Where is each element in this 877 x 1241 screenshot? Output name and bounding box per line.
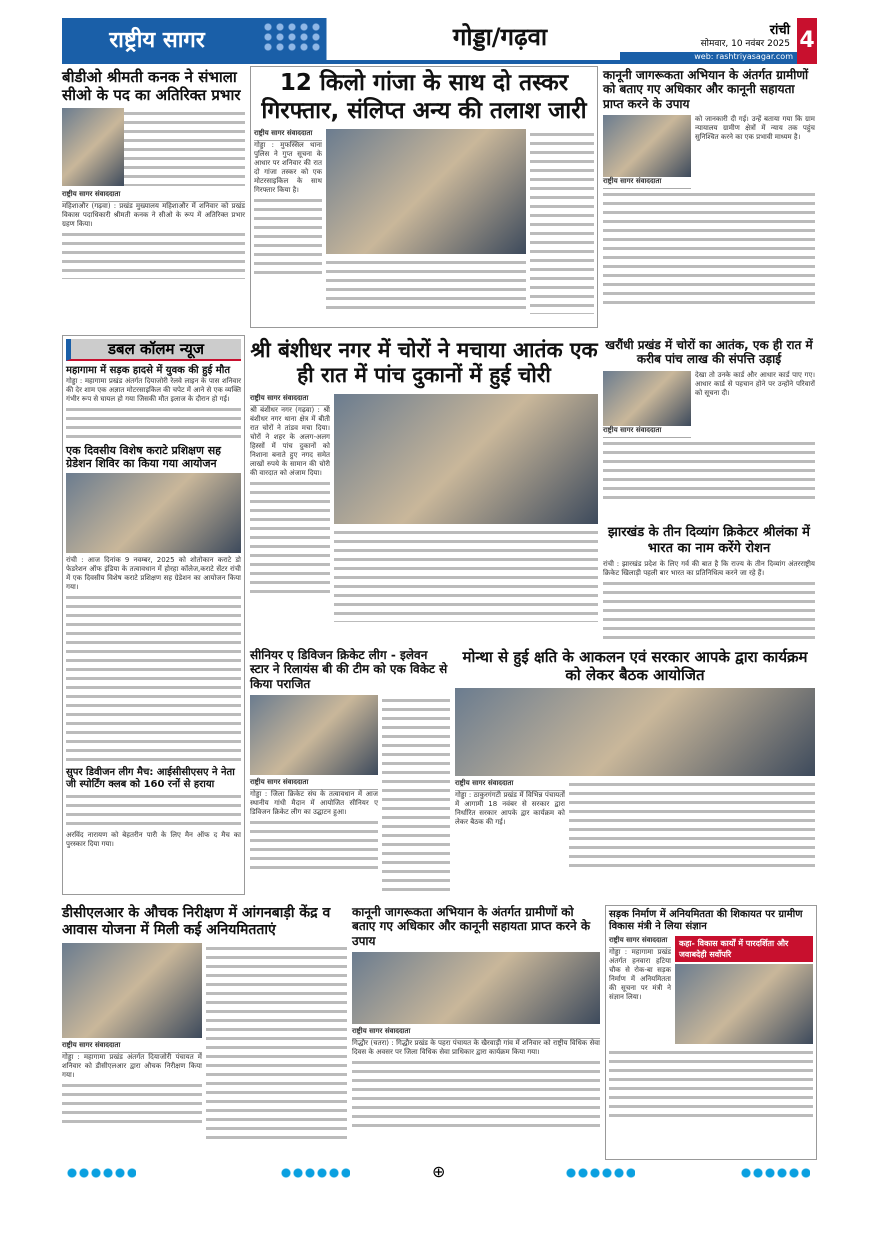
article-body: गोड्डा : महागामा प्रखंड अंतर्गत दियाजोरी रेलवे लाइन के पास शनिवार की देर शाम एक अज्ञात मोटरसाइकिल की चपेट में आने से एक व्यक्ति गंभीर रूप से घायल हो गया जिसकी मौत इलाज के दौरान हो गई। bbox=[66, 377, 241, 403]
edition-city: रांची bbox=[769, 23, 790, 38]
newspaper-logo: राष्ट्रीय सागर bbox=[109, 28, 205, 53]
article-kharaundhi-theft bbox=[603, 338, 815, 503]
article-body: गोड्डा : जिला क्रिकेट संघ के तत्वावधान में आज स्थानीय गांधी मैदान में आयोजित सीनियर ए डिविजन क्रिकेट लीग का उद्घाटन हुआ। bbox=[250, 790, 378, 817]
registration-dots bbox=[565, 1168, 635, 1178]
article-body: अरविंद नारायण को बेहतरीन पारी के लिए मैन ऑफ द मैच का पुरस्कार दिया गया। bbox=[66, 831, 241, 849]
registration-dots bbox=[66, 1168, 136, 1178]
article-photo bbox=[603, 115, 691, 177]
article-body: महिशाऔर (गढ़वा) : प्रखंड मुख्यालय महिशाऔर में शनिवार को प्रखंड विकास पदाधिकारी श्रीमती कनक ने सीओ के रूप में अतिरिक्त प्रभार ग्रहण किया। bbox=[62, 202, 245, 228]
headline: कानूनी जागरूकता अभियान के अंतर्गत ग्रामीणों को बताए गए अधिकार और कानूनी सहायता प्राप्त करने के उपाय bbox=[603, 68, 809, 111]
headline: झारखंड के तीन दिव्यांग क्रिकेटर श्रीलंका में भारत का नाम करेंगे रोशन bbox=[608, 525, 810, 556]
article-bdo-charge bbox=[62, 68, 245, 279]
article-body: रांची : आज दिनांक 9 नवम्बर, 2025 को शोतोकान कराटे डो फेडरेशन ऑफ इंडिया के तत्वावधान में होरहा कॉलेज,कराटे सेंटर रांची में एक दिवसीय विशेष कराटे प्रशिक्षण सह ग्रेडेशन का आयोजन किया गया। bbox=[66, 556, 241, 592]
page-number: 4 bbox=[797, 18, 817, 64]
article-body: रांची : झारखंड प्रदेश के लिए गर्व की बात है कि राज्य के तीन दिव्यांग अंतरराष्ट्रीय क्रिकेट खिलाड़ी पहली बार भारत का प्रतिनिधित्व करने जा रहे हैं। bbox=[603, 560, 815, 578]
registration-dots bbox=[280, 1168, 350, 1178]
awareness-photo bbox=[352, 952, 600, 1024]
headline: डीसीएलआर के औचक निरीक्षण में आंगनबाड़ी केंद्र व आवास योजना में मिली कई अनियमितताएं bbox=[62, 905, 331, 938]
headline: सड़क निर्माण में अनियमितता की शिकायत पर ग्रामीण विकास मंत्री ने लिया संज्ञान bbox=[609, 909, 803, 932]
meeting-photo bbox=[455, 688, 815, 776]
registration-dots bbox=[740, 1168, 810, 1178]
police-photo bbox=[326, 129, 526, 254]
headline: खरौंधी प्रखंड में चोरों का आतंक, एक ही रात में करीब पांच लाख की संपत्ति उड़ाई bbox=[605, 338, 813, 367]
byline: राष्ट्रीय सागर संवाददाता bbox=[250, 394, 330, 406]
byline: राष्ट्रीय सागर संवाददाता bbox=[250, 778, 378, 790]
subheadline: कहा- विकास कार्यों में पारदर्शिता और जवाबदेही सर्वोपरि bbox=[675, 936, 813, 962]
article-cricketers-srilanka bbox=[603, 525, 815, 643]
article-body: गिद्धौर (चतरा) : गिद्धौर प्रखंड के पहरा पंचायत के खैरवाड़ी गांव में शनिवार को राष्ट्रीय विधिक सेवा दिवस के अवसर पर जिला विधिक सेवा प्राधिकार द्वारा कार्यक्रम किया गया। bbox=[352, 1039, 600, 1057]
article-ganja-arrest bbox=[250, 66, 598, 328]
article-legal-awareness-2 bbox=[352, 905, 600, 1127]
section-label: डबल कॉलम न्यूज bbox=[66, 339, 241, 361]
byline: राष्ट्रीय सागर संवाददाता bbox=[254, 129, 322, 141]
headline: एक दिवसीय विशेष कराटे प्रशिक्षण सह ग्रेडेशन शिविर का किया गया आयोजन bbox=[66, 444, 221, 471]
edition-date: सोमवार, 10 नवंबर 2025 bbox=[700, 39, 790, 49]
article-photo bbox=[62, 108, 124, 186]
headline: मोन्था से हुई क्षति के आकलन एवं सरकार आपके द्वारा कार्यक्रम को लेकर बैठक आयोजित bbox=[462, 648, 808, 684]
headline: महागामा में सड़क हादसे में युवक की हुई मौत bbox=[66, 365, 231, 376]
article-shop-theft bbox=[250, 338, 598, 640]
minister-photo bbox=[675, 964, 813, 1044]
section-title: गोड्डा/गढ़वा bbox=[452, 23, 548, 51]
article-montha-meeting bbox=[455, 648, 815, 895]
article-road-construction bbox=[605, 905, 817, 1160]
article-body: देखा तो उनके कार्ड और आधार कार्ड पाए गए। आधार कार्ड से पहचान होने पर उन्होंने परिवारों को सूचना दी। bbox=[695, 370, 815, 397]
byline: राष्ट्रीय सागर संवाददाता bbox=[352, 1027, 600, 1039]
article-body: श्री बंशीधर नगर (गढ़वा) : श्री बंशीधर नगर थाना क्षेत्र में बीती रात चोरों ने तांडव मचा दिया। चोरों ने शहर के अलग-अलग हिस्सों में पांच दुकानों को निशाना बनाते हुए नगद समेत लाखों रुपये के सामान की चोरी की वारदात को अंजाम दिया। bbox=[250, 406, 330, 478]
article-legal-awareness-1 bbox=[603, 68, 815, 309]
article-dclr-inspection bbox=[62, 905, 347, 1143]
headline: कानूनी जागरूकता अभियान के अंतर्गत ग्रामीणों को बताए गए अधिकार और कानूनी सहायता प्राप्त करने के उपाय bbox=[352, 905, 591, 948]
crosshair-icon: ⊕ bbox=[432, 1162, 446, 1181]
inspection-photo bbox=[62, 943, 202, 1038]
article-body: गोड्डा : ठाकुरगंगटी प्रखंड में विभिन्न पंचायतों में आगामी 18 नवंबर से सरकार द्वारा निर्धारित सरकार आपके द्वार कार्यक्रम को लेकर बैठक की गई। bbox=[455, 791, 565, 826]
article-body: को जानकारी दी गई। उन्हें बताया गया कि ग्राम न्यायालय ग्रामीण क्षेत्रों में न्याय तक पहुंच सुनिश्चित करने का एक प्रभावी माध्यम है। bbox=[695, 115, 815, 142]
shop-photo bbox=[334, 394, 598, 524]
article-photo bbox=[603, 371, 691, 426]
article-body: गोड्डा : मुफस्सिल थाना पुलिस ने गुप्त सूचना के आधार पर शनिवार की रात दो गांजा तस्कर को एक मोटरसाइकिल के साथ गिरफ्तार किया है। bbox=[254, 141, 322, 195]
headline: 12 किलो गांजा के साथ दो तस्कर गिरफ्तार, संलिप्त अन्य की तलाश जारी bbox=[261, 70, 587, 124]
byline: राष्ट्रीय सागर संवाददाता bbox=[609, 936, 671, 948]
byline: राष्ट्रीय सागर संवाददाता bbox=[62, 1041, 202, 1053]
decorative-dots bbox=[262, 22, 322, 52]
byline: राष्ट्रीय सागर संवाददाता bbox=[603, 177, 691, 189]
byline: राष्ट्रीय सागर संवाददाता bbox=[455, 779, 565, 791]
headline: सीनियर ए डिविजन क्रिकेट लीग - इलेवन स्टार ने रिलायंस बी की टीम को एक विकेट से किया पराजित bbox=[250, 648, 448, 691]
headline: सुपर डिवीजन लीग मैच: आईसीसीएसए ने नेता जी स्पोर्टिंग क्लब को 160 रनों से हराया bbox=[66, 767, 235, 791]
karate-photo bbox=[66, 473, 241, 553]
article-body: गोड्डा : महागामा प्रखंड अंतर्गत दियाजोरी पंचायत में शनिवार को डीसीएलआर द्वारा औचक निरीक्षण किया गया। bbox=[62, 1052, 202, 1079]
headline: श्री बंशीधर नगर में चोरों ने मचाया आतंक एक ही रात में पांच दुकानों में हुई चोरी bbox=[250, 338, 598, 388]
cricket-photo bbox=[250, 695, 378, 775]
website-link[interactable]: web: rashtriyasagar.com bbox=[620, 52, 797, 64]
byline: राष्ट्रीय सागर संवाददाता bbox=[62, 190, 245, 202]
double-column-news bbox=[62, 335, 245, 895]
article-body: गोड्डा : महागामा प्रखंड अंतर्गत हनवारा हटिया चौक से रोक-बा सड़क निर्माण में अनियमितता की सूचना पर मंत्री ने संज्ञान लिया। bbox=[609, 948, 671, 1001]
article-cricket-league bbox=[250, 648, 450, 895]
byline: राष्ट्रीय सागर संवाददाता bbox=[603, 426, 691, 438]
headline: बीडीओ श्रीमती कनक ने संभाला सीओ के पद का अतिरिक्त प्रभार bbox=[62, 68, 241, 104]
